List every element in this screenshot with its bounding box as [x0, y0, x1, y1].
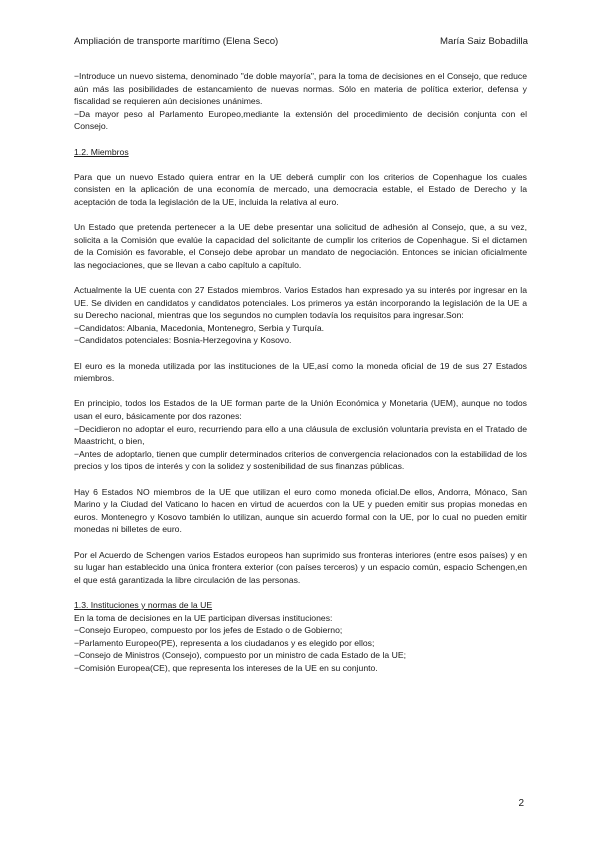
- intro-paragraph-2: −Da mayor peso al Parlamento Europeo,mediante la extensión del procedimiento de decisión conjunta con el Consejo.: [74, 108, 527, 132]
- paragraph-copenhague: Para que un nuevo Estado quiera entrar en la UE deberá cumplir con los criterios de Copenhague los cuales consisten en la aplicación de una economía de mercado, una democracia estable, el Estado de Derecho y la aceptación de toda la legislación de la UE, incluida la relativa al euro.: [74, 171, 527, 207]
- document-body: [74, 70, 527, 675]
- section-heading-miembros: 1.2. Miembros: [74, 146, 129, 157]
- list-item-consejo-europeo: −Consejo Europeo, compuesto por los jefes de Estado o de Gobierno;: [74, 625, 343, 636]
- header-author: María Saiz Bobadilla: [440, 36, 528, 47]
- intro-paragraph-1: −Introduce un nuevo sistema, denominado "de doble mayoría", para la toma de decisiones en el Consejo, que reduce aún más las posibilidades de estancamiento de nuevas normas. Sólo en materia de política exterior, defensa y fiscalidad se requieren aún decisiones unánimes.: [74, 71, 527, 107]
- page-number: 2: [518, 798, 524, 809]
- paragraph-euro: El euro es la moneda utilizada por las instituciones de la UE,así como la moneda oficial de 19 de sus 27 Estados miembros.: [74, 360, 527, 384]
- page-header: [74, 36, 528, 50]
- paragraph-solicitud: Un Estado que pretenda pertenecer a la UE debe presentar una solicitud de adhesión al Consejo, que, a su vez, solicita a la Comisión que evalúe la capacidad del solicitante de cumplir los criterios de Copenhague. Si el dictamen de la Comisión es favorable, el Consejo debe aprobar un mandato de negociación. Entonces se inician oficialmente las negociaciones, que se llevan a cabo capítulo a capítulo.: [74, 222, 527, 270]
- list-item-parlamento: −Parlamento Europeo(PE), representa a los ciudadanos y es elegido por ellos;: [74, 637, 375, 648]
- paragraph-no-miembros: Hay 6 Estados NO miembros de la UE que utilizan el euro como moneda oficial.De ellos, Andorra, Mónaco, San Marino y la Ciudad del Vaticano lo hacen en virtud de acuerdos con la UE y pueden emitir sus propias monedas en euros. Montenegro y Kosovo también lo utilizan, aunque sin acuerdo formal con la UE, por lo cual no pueden emitir monedas ni billetes de euro.: [74, 486, 527, 535]
- list-item-exclusion: −Decidieron no adoptar el euro, recurriendo para ello a una cláusula de exclusión voluntaria prevista en el Tratado de Maastricht, o bien,: [74, 423, 527, 447]
- list-item-convergencia: −Antes de adoptarlo, tienen que cumplir determinados criterios de convergencia relacionados con la estabilidad de los precios y los tipos de interés y con la solidez y sostenibilidad de sus finanzas públicas.: [74, 448, 527, 472]
- list-item-comision: −Comisión Europea(CE), que representa los intereses de la UE en su conjunto.: [74, 662, 378, 673]
- list-item-candidatos: −Candidatos: Albania, Macedonia, Montenegro, Serbia y Turquía.: [74, 322, 325, 333]
- section-heading-instituciones: 1.3. Instituciones y normas de la UE: [74, 599, 213, 610]
- paragraph-uem: En principio, todos los Estados de la UE forman parte de la Unión Económica y Monetaria (UEM), aunque no todos usan el euro, básicamente por dos razones:: [74, 398, 527, 422]
- paragraph-instituciones-intro: En la toma de decisiones en la UE participan diversas instituciones:: [74, 612, 333, 623]
- paragraph-estados-miembros: Actualmente la UE cuenta con 27 Estados miembros. Varios Estados han expresado ya su interés por ingresar en la UE. Se dividen en candidatos y candidatos potenciales. Los primeros ya están incorporando la legislación de la UE a su Derecho nacional, mientras que los segundos no cumplen todavía los requisitos para ingresar.Son:: [74, 285, 527, 321]
- paragraph-schengen: Por el Acuerdo de Schengen varios Estados europeos han suprimido sus fronteras interiores (entre esos países) y en su lugar han establecido una única frontera exterior (con países terceros) y un espacio común, espacio Schengen,en el que está garantizada la libre circulación de las personas.: [74, 549, 527, 585]
- list-item-candidatos-potenciales: −Candidatos potenciales: Bosnia-Herzegovina y Kosovo.: [74, 335, 292, 346]
- list-item-consejo-ministros: −Consejo de Ministros (Consejo), compuesto por un ministro de cada Estado de la UE;: [74, 650, 406, 661]
- header-title: Ampliación de transporte marítimo (Elena Seco): [74, 36, 279, 47]
